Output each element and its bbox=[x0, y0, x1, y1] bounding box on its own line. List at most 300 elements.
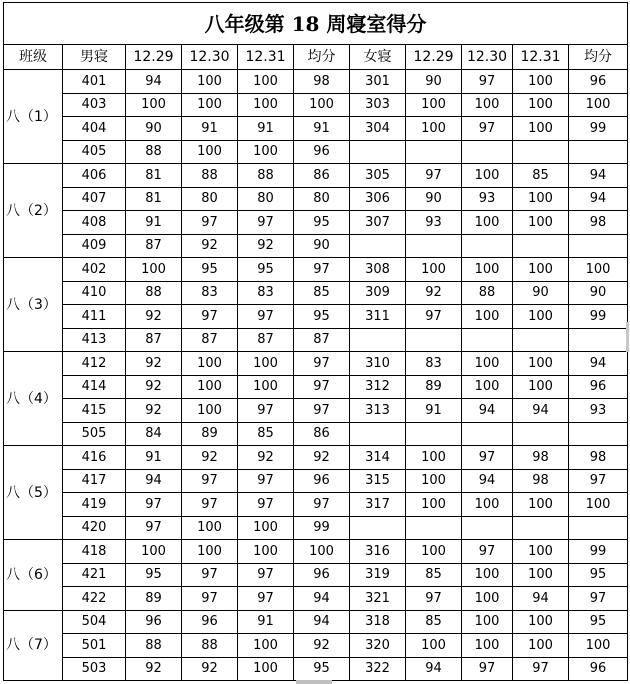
boys-cell: 81 bbox=[126, 187, 182, 211]
boys-cell: 91 bbox=[182, 117, 238, 141]
boys-cell: 92 bbox=[126, 657, 182, 681]
boys-cell: 421 bbox=[63, 563, 126, 587]
girls-cell: 319 bbox=[350, 563, 406, 587]
girls-cell: 100 bbox=[462, 634, 513, 658]
table-row bbox=[4, 328, 628, 352]
table-row bbox=[4, 540, 628, 564]
girls-cell: 94 bbox=[406, 657, 462, 681]
girls-cell: 100 bbox=[513, 305, 569, 329]
boys-cell: 92 bbox=[126, 305, 182, 329]
table-row bbox=[4, 587, 628, 611]
girls-cell: 92 bbox=[406, 281, 462, 305]
girls-cell: 100 bbox=[406, 93, 462, 117]
girls-cell: 91 bbox=[406, 399, 462, 423]
boys-cell: 92 bbox=[238, 446, 294, 470]
girls-cell: 100 bbox=[462, 258, 513, 282]
boys-cell: 91 bbox=[294, 117, 350, 141]
boys-cell: 86 bbox=[294, 422, 350, 446]
boys-cell: 95 bbox=[126, 563, 182, 587]
girls-cell: 100 bbox=[569, 93, 628, 117]
boys-cell: 90 bbox=[126, 117, 182, 141]
girls-cell: 100 bbox=[513, 563, 569, 587]
boys-cell: 95 bbox=[294, 211, 350, 235]
girls-cell bbox=[462, 234, 513, 258]
class-cell: 八（7） bbox=[4, 610, 63, 681]
girls-cell: 96 bbox=[569, 70, 628, 94]
boys-cell: 409 bbox=[63, 234, 126, 258]
header-cell: 12.29 bbox=[406, 45, 462, 70]
boys-cell: 87 bbox=[126, 234, 182, 258]
sheet-title: 八年级第 18 周寝室得分 bbox=[4, 3, 628, 45]
girls-cell bbox=[406, 140, 462, 164]
boys-cell: 100 bbox=[182, 375, 238, 399]
header-row bbox=[4, 45, 628, 70]
boys-cell: 100 bbox=[238, 634, 294, 658]
header-cell: 12.31 bbox=[513, 45, 569, 70]
table-row bbox=[4, 117, 628, 141]
boys-cell: 100 bbox=[238, 657, 294, 681]
boys-cell: 97 bbox=[238, 563, 294, 587]
girls-cell: 97 bbox=[462, 117, 513, 141]
girls-cell: 100 bbox=[406, 540, 462, 564]
header-cell: 12.30 bbox=[182, 45, 238, 70]
boys-cell: 100 bbox=[126, 540, 182, 564]
boys-cell: 97 bbox=[126, 493, 182, 517]
boys-cell: 505 bbox=[63, 422, 126, 446]
boys-cell: 88 bbox=[126, 140, 182, 164]
girls-cell bbox=[513, 140, 569, 164]
boys-cell: 92 bbox=[182, 657, 238, 681]
boys-cell: 96 bbox=[182, 610, 238, 634]
girls-cell: 322 bbox=[350, 657, 406, 681]
boys-cell: 402 bbox=[63, 258, 126, 282]
boys-cell: 95 bbox=[182, 258, 238, 282]
girls-cell: 97 bbox=[462, 540, 513, 564]
class-cell: 八（3） bbox=[4, 258, 63, 352]
header-cell: 班级 bbox=[4, 45, 63, 70]
girls-cell: 99 bbox=[569, 117, 628, 141]
boys-cell: 405 bbox=[63, 140, 126, 164]
boys-cell: 97 bbox=[238, 587, 294, 611]
girls-cell: 100 bbox=[462, 375, 513, 399]
girls-cell: 88 bbox=[462, 281, 513, 305]
table-row bbox=[4, 352, 628, 376]
boys-cell: 100 bbox=[238, 540, 294, 564]
girls-cell: 85 bbox=[406, 610, 462, 634]
girls-cell: 100 bbox=[406, 469, 462, 493]
boys-cell: 403 bbox=[63, 93, 126, 117]
girls-cell bbox=[406, 516, 462, 540]
girls-cell: 94 bbox=[513, 587, 569, 611]
boys-cell: 87 bbox=[294, 328, 350, 352]
girls-cell: 100 bbox=[462, 493, 513, 517]
girls-cell bbox=[350, 140, 406, 164]
girls-cell: 100 bbox=[513, 211, 569, 235]
girls-cell: 313 bbox=[350, 399, 406, 423]
header-cell: 女寝 bbox=[350, 45, 406, 70]
girls-cell: 310 bbox=[350, 352, 406, 376]
table-row bbox=[4, 164, 628, 188]
girls-cell: 97 bbox=[406, 587, 462, 611]
boys-cell: 97 bbox=[294, 352, 350, 376]
boys-cell: 92 bbox=[182, 234, 238, 258]
girls-cell: 97 bbox=[462, 657, 513, 681]
boys-cell: 100 bbox=[182, 399, 238, 423]
boys-cell: 89 bbox=[182, 422, 238, 446]
girls-cell: 98 bbox=[569, 211, 628, 235]
boys-cell: 80 bbox=[238, 187, 294, 211]
boys-cell: 100 bbox=[182, 540, 238, 564]
girls-cell: 93 bbox=[462, 187, 513, 211]
boys-cell: 88 bbox=[126, 281, 182, 305]
boys-cell: 404 bbox=[63, 117, 126, 141]
girls-cell bbox=[462, 516, 513, 540]
girls-cell: 303 bbox=[350, 93, 406, 117]
boys-cell: 85 bbox=[238, 422, 294, 446]
girls-cell: 100 bbox=[462, 563, 513, 587]
boys-cell: 94 bbox=[126, 469, 182, 493]
boys-cell: 96 bbox=[294, 563, 350, 587]
girls-cell: 83 bbox=[406, 352, 462, 376]
girls-cell: 301 bbox=[350, 70, 406, 94]
girls-cell: 305 bbox=[350, 164, 406, 188]
boys-cell: 97 bbox=[182, 563, 238, 587]
class-cell: 八（6） bbox=[4, 540, 63, 611]
girls-cell: 100 bbox=[462, 305, 513, 329]
girls-cell: 85 bbox=[406, 563, 462, 587]
girls-cell: 100 bbox=[513, 93, 569, 117]
header-cell: 12.29 bbox=[126, 45, 182, 70]
girls-cell: 90 bbox=[406, 70, 462, 94]
girls-cell bbox=[462, 422, 513, 446]
boys-cell: 100 bbox=[126, 258, 182, 282]
boys-cell: 97 bbox=[182, 211, 238, 235]
girls-cell bbox=[513, 516, 569, 540]
girls-cell: 94 bbox=[462, 469, 513, 493]
table-row bbox=[4, 93, 628, 117]
girls-cell: 308 bbox=[350, 258, 406, 282]
girls-cell: 100 bbox=[513, 352, 569, 376]
class-cell: 八（1） bbox=[4, 70, 63, 164]
girls-cell: 100 bbox=[462, 211, 513, 235]
girls-cell: 94 bbox=[462, 399, 513, 423]
girls-cell: 306 bbox=[350, 187, 406, 211]
table-row bbox=[4, 281, 628, 305]
boys-cell: 422 bbox=[63, 587, 126, 611]
girls-cell: 100 bbox=[462, 164, 513, 188]
boys-cell: 100 bbox=[294, 540, 350, 564]
girls-cell: 94 bbox=[569, 187, 628, 211]
boys-cell: 406 bbox=[63, 164, 126, 188]
girls-cell bbox=[513, 422, 569, 446]
girls-cell: 318 bbox=[350, 610, 406, 634]
girls-cell: 317 bbox=[350, 493, 406, 517]
class-cell: 八（4） bbox=[4, 352, 63, 446]
boys-cell: 80 bbox=[294, 187, 350, 211]
header-cell: 12.30 bbox=[462, 45, 513, 70]
boys-cell: 97 bbox=[238, 211, 294, 235]
table-row bbox=[4, 634, 628, 658]
boys-cell: 97 bbox=[238, 305, 294, 329]
girls-cell: 316 bbox=[350, 540, 406, 564]
boys-cell: 408 bbox=[63, 211, 126, 235]
girls-cell bbox=[513, 328, 569, 352]
header-cell: 均分 bbox=[294, 45, 350, 70]
boys-cell: 91 bbox=[238, 117, 294, 141]
score-sheet bbox=[3, 2, 627, 681]
girls-cell bbox=[569, 140, 628, 164]
boys-cell: 92 bbox=[294, 634, 350, 658]
boys-cell: 92 bbox=[294, 446, 350, 470]
table-row bbox=[4, 563, 628, 587]
boys-cell: 97 bbox=[182, 587, 238, 611]
boys-cell: 413 bbox=[63, 328, 126, 352]
girls-cell: 97 bbox=[513, 657, 569, 681]
boys-cell: 83 bbox=[238, 281, 294, 305]
girls-cell: 100 bbox=[513, 187, 569, 211]
vertical-scrollbar-thumb[interactable] bbox=[626, 322, 629, 352]
girls-cell: 99 bbox=[569, 540, 628, 564]
header-cell: 男寝 bbox=[63, 45, 126, 70]
boys-cell: 92 bbox=[238, 234, 294, 258]
girls-cell: 100 bbox=[513, 540, 569, 564]
boys-cell: 415 bbox=[63, 399, 126, 423]
girls-cell: 98 bbox=[569, 446, 628, 470]
table-row bbox=[4, 610, 628, 634]
girls-cell bbox=[569, 328, 628, 352]
boys-cell: 91 bbox=[126, 211, 182, 235]
boys-cell: 416 bbox=[63, 446, 126, 470]
girls-cell bbox=[350, 516, 406, 540]
boys-cell: 85 bbox=[294, 281, 350, 305]
girls-cell bbox=[350, 422, 406, 446]
boys-cell: 97 bbox=[182, 469, 238, 493]
boys-cell: 95 bbox=[294, 657, 350, 681]
boys-cell: 97 bbox=[294, 399, 350, 423]
girls-cell: 100 bbox=[513, 375, 569, 399]
boys-cell: 87 bbox=[126, 328, 182, 352]
table-row bbox=[4, 422, 628, 446]
boys-cell: 417 bbox=[63, 469, 126, 493]
girls-cell: 98 bbox=[513, 469, 569, 493]
girls-cell: 94 bbox=[569, 352, 628, 376]
boys-cell: 100 bbox=[238, 70, 294, 94]
girls-cell: 100 bbox=[406, 258, 462, 282]
girls-cell: 100 bbox=[513, 117, 569, 141]
table-row bbox=[4, 469, 628, 493]
boys-cell: 100 bbox=[182, 140, 238, 164]
boys-cell: 91 bbox=[238, 610, 294, 634]
boys-cell: 97 bbox=[294, 493, 350, 517]
boys-cell: 96 bbox=[294, 469, 350, 493]
boys-cell: 87 bbox=[238, 328, 294, 352]
boys-cell: 97 bbox=[182, 493, 238, 517]
girls-cell: 95 bbox=[569, 563, 628, 587]
girls-cell bbox=[462, 328, 513, 352]
table-row bbox=[4, 657, 628, 681]
girls-cell: 97 bbox=[406, 305, 462, 329]
boys-cell: 96 bbox=[294, 140, 350, 164]
class-cell: 八（5） bbox=[4, 446, 63, 540]
boys-cell: 100 bbox=[182, 70, 238, 94]
girls-cell: 100 bbox=[406, 634, 462, 658]
girls-cell: 90 bbox=[569, 281, 628, 305]
table-row bbox=[4, 375, 628, 399]
boys-cell: 92 bbox=[126, 399, 182, 423]
boys-cell: 411 bbox=[63, 305, 126, 329]
boys-cell: 97 bbox=[294, 375, 350, 399]
table-row bbox=[4, 211, 628, 235]
girls-cell: 100 bbox=[513, 258, 569, 282]
girls-cell: 100 bbox=[569, 258, 628, 282]
header-cell: 12.31 bbox=[238, 45, 294, 70]
boys-cell: 92 bbox=[182, 446, 238, 470]
girls-cell: 89 bbox=[406, 375, 462, 399]
boys-cell: 100 bbox=[126, 93, 182, 117]
girls-cell: 100 bbox=[406, 446, 462, 470]
boys-cell: 100 bbox=[294, 93, 350, 117]
table-row bbox=[4, 493, 628, 517]
boys-cell: 100 bbox=[238, 516, 294, 540]
boys-cell: 418 bbox=[63, 540, 126, 564]
boys-cell: 100 bbox=[182, 352, 238, 376]
girls-cell: 100 bbox=[513, 70, 569, 94]
girls-cell: 97 bbox=[462, 70, 513, 94]
boys-cell: 98 bbox=[294, 70, 350, 94]
girls-cell: 320 bbox=[350, 634, 406, 658]
girls-cell: 307 bbox=[350, 211, 406, 235]
girls-cell: 304 bbox=[350, 117, 406, 141]
boys-cell: 94 bbox=[126, 70, 182, 94]
girls-cell: 100 bbox=[513, 634, 569, 658]
girls-cell: 100 bbox=[462, 610, 513, 634]
girls-cell: 96 bbox=[569, 375, 628, 399]
girls-cell: 93 bbox=[569, 399, 628, 423]
boys-cell: 92 bbox=[126, 352, 182, 376]
boys-cell: 501 bbox=[63, 634, 126, 658]
boys-cell: 90 bbox=[294, 234, 350, 258]
boys-cell: 95 bbox=[238, 258, 294, 282]
boys-cell: 100 bbox=[182, 516, 238, 540]
boys-cell: 100 bbox=[238, 93, 294, 117]
girls-cell: 315 bbox=[350, 469, 406, 493]
boys-cell: 100 bbox=[238, 140, 294, 164]
boys-cell: 97 bbox=[238, 493, 294, 517]
boys-cell: 97 bbox=[182, 305, 238, 329]
girls-cell bbox=[406, 234, 462, 258]
girls-cell: 100 bbox=[513, 610, 569, 634]
girls-cell bbox=[513, 234, 569, 258]
girls-cell: 99 bbox=[569, 305, 628, 329]
boys-cell: 89 bbox=[126, 587, 182, 611]
table-row bbox=[4, 305, 628, 329]
girls-cell: 311 bbox=[350, 305, 406, 329]
boys-cell: 97 bbox=[294, 258, 350, 282]
boys-cell: 94 bbox=[294, 610, 350, 634]
table-row bbox=[4, 140, 628, 164]
girls-cell: 100 bbox=[569, 634, 628, 658]
girls-cell: 100 bbox=[462, 93, 513, 117]
girls-cell: 314 bbox=[350, 446, 406, 470]
girls-cell: 321 bbox=[350, 587, 406, 611]
girls-cell bbox=[569, 234, 628, 258]
boys-cell: 83 bbox=[182, 281, 238, 305]
girls-cell: 100 bbox=[513, 493, 569, 517]
sheet-tab-scroll-indicator[interactable] bbox=[296, 680, 332, 684]
boys-cell: 88 bbox=[126, 634, 182, 658]
boys-cell: 91 bbox=[126, 446, 182, 470]
boys-cell: 504 bbox=[63, 610, 126, 634]
girls-cell bbox=[406, 328, 462, 352]
boys-cell: 86 bbox=[294, 164, 350, 188]
table-row bbox=[4, 399, 628, 423]
girls-cell: 85 bbox=[513, 164, 569, 188]
boys-cell: 88 bbox=[182, 164, 238, 188]
table-row bbox=[4, 234, 628, 258]
boys-cell: 96 bbox=[126, 610, 182, 634]
score-table bbox=[3, 2, 628, 681]
girls-cell: 90 bbox=[406, 187, 462, 211]
table-row bbox=[4, 70, 628, 94]
boys-cell: 100 bbox=[238, 375, 294, 399]
girls-cell: 312 bbox=[350, 375, 406, 399]
girls-cell bbox=[350, 328, 406, 352]
girls-cell: 100 bbox=[462, 352, 513, 376]
girls-cell: 100 bbox=[406, 493, 462, 517]
boys-cell: 97 bbox=[238, 399, 294, 423]
girls-cell: 93 bbox=[406, 211, 462, 235]
girls-cell: 97 bbox=[569, 469, 628, 493]
boys-cell: 412 bbox=[63, 352, 126, 376]
class-cell: 八（2） bbox=[4, 164, 63, 258]
girls-cell: 94 bbox=[513, 399, 569, 423]
table-row bbox=[4, 516, 628, 540]
girls-cell: 96 bbox=[569, 657, 628, 681]
girls-cell bbox=[569, 516, 628, 540]
girls-cell: 97 bbox=[569, 587, 628, 611]
boys-cell: 100 bbox=[182, 93, 238, 117]
girls-cell: 100 bbox=[406, 117, 462, 141]
boys-cell: 88 bbox=[238, 164, 294, 188]
table-row bbox=[4, 446, 628, 470]
girls-cell: 100 bbox=[569, 493, 628, 517]
girls-cell bbox=[462, 140, 513, 164]
girls-cell bbox=[569, 422, 628, 446]
girls-cell: 97 bbox=[406, 164, 462, 188]
boys-cell: 414 bbox=[63, 375, 126, 399]
girls-cell bbox=[350, 234, 406, 258]
boys-cell: 97 bbox=[126, 516, 182, 540]
table-row bbox=[4, 187, 628, 211]
boys-cell: 84 bbox=[126, 422, 182, 446]
boys-cell: 420 bbox=[63, 516, 126, 540]
girls-cell: 94 bbox=[569, 164, 628, 188]
girls-cell: 90 bbox=[513, 281, 569, 305]
girls-cell: 100 bbox=[462, 587, 513, 611]
boys-cell: 80 bbox=[182, 187, 238, 211]
boys-cell: 419 bbox=[63, 493, 126, 517]
boys-cell: 503 bbox=[63, 657, 126, 681]
boys-cell: 95 bbox=[294, 305, 350, 329]
girls-cell bbox=[406, 422, 462, 446]
girls-cell: 95 bbox=[569, 610, 628, 634]
boys-cell: 100 bbox=[238, 352, 294, 376]
boys-cell: 87 bbox=[182, 328, 238, 352]
girls-cell: 97 bbox=[462, 446, 513, 470]
boys-cell: 88 bbox=[182, 634, 238, 658]
header-cell: 均分 bbox=[569, 45, 628, 70]
boys-cell: 401 bbox=[63, 70, 126, 94]
